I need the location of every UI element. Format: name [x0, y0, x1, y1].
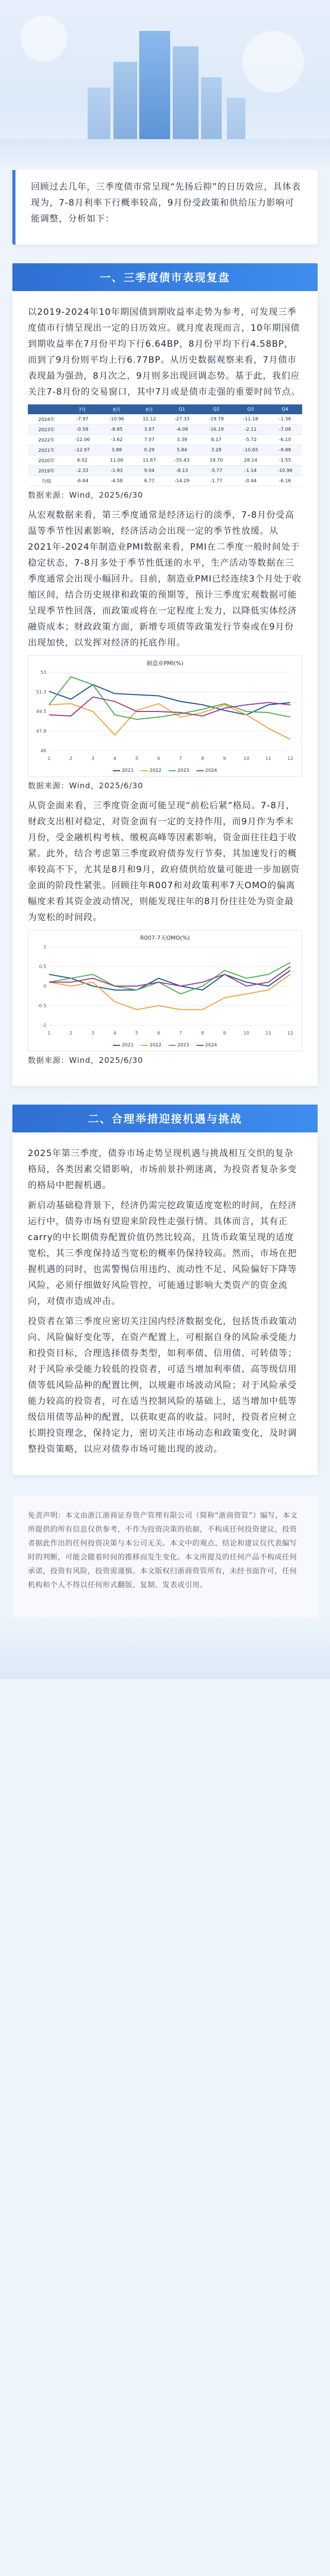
disclaimer-box — [12, 1496, 318, 1617]
section-title-strategy: 二、合理举措迎接机遇与挑战 — [12, 1105, 318, 1132]
y-tick-label: -0.5 — [37, 1004, 46, 1009]
table-cell: 2023年 — [28, 425, 65, 435]
y-tick-label: 47.8 — [36, 729, 46, 734]
table-header-cell: Q1 — [165, 404, 200, 414]
x-tick-label: 2 — [69, 756, 73, 761]
legend-swatch — [141, 1045, 148, 1046]
y-tick-label: 0.5 — [39, 964, 46, 970]
table-row — [28, 425, 302, 435]
x-tick-label: 8 — [201, 1031, 204, 1036]
table-cell: -0.58 — [65, 425, 100, 435]
r007-chart-plot — [28, 942, 295, 1040]
table-cell: 8.17 — [199, 435, 234, 445]
x-tick-label: 3 — [91, 1031, 94, 1036]
x-tick-label: 2 — [69, 1031, 73, 1036]
table-cell: -3.62 — [100, 435, 134, 445]
chart-legend — [28, 1042, 302, 1051]
data-source-note: 数据来源：Wind，2025/6/30 — [28, 1056, 143, 1065]
y-tick-label: 49.5 — [36, 709, 46, 715]
table-row — [28, 445, 302, 455]
series-line-2024 — [49, 697, 290, 716]
section1-paragraph: 以2019-2024年10年期国债到期收益率走势为参考，可发现三季度债市行情呈现出一定的日历效应。就月度表现而言，10年期国债到期收益率在7月份平均下行6.64BP，8月份平均下行4.58BP，而到了9月份则平均上行6.77BP。从历史数据观察来看，7月债市表现最为强劲，8月次之，9月则多出现回调态势。基于此，我们应关注7-8月份的交易窗口，其中7月或是债市走强的重要时间节点。 — [28, 307, 301, 397]
legend-item — [113, 1043, 134, 1048]
legend-item — [196, 1043, 217, 1048]
table-cell: 5.84 — [165, 445, 200, 455]
x-tick-label: 3 — [91, 756, 94, 761]
y-tick-label: 1 — [43, 945, 46, 950]
table-cell: -1.14 — [234, 466, 268, 476]
table-cell: -27.33 — [165, 414, 200, 425]
legend-label: 2024 — [205, 768, 217, 773]
table-header-cell: 7月 — [65, 404, 100, 414]
table-cell: -11.18 — [234, 414, 268, 425]
table-cell: -10.65 — [234, 445, 268, 455]
x-tick-label: 4 — [113, 1031, 117, 1036]
x-tick-label: 11 — [265, 756, 272, 761]
table-cell: 2021年 — [28, 445, 65, 455]
table-cell: 19.70 — [199, 455, 234, 466]
y-tick-label: 51.3 — [36, 690, 46, 695]
table-cell: -8.13 — [165, 466, 200, 476]
table-cell: -1.38 — [268, 414, 302, 425]
legend-label: 2024 — [205, 1043, 217, 1048]
intro-card — [12, 166, 318, 245]
table-cell: -1.93 — [100, 466, 134, 476]
x-tick-label: 6 — [157, 756, 160, 761]
table-header-cell: 8月 — [100, 404, 134, 414]
building-illustration — [139, 31, 170, 149]
table-row — [28, 455, 302, 466]
data-source-note: 数据来源：Wind，2025/6/30 — [28, 490, 143, 500]
table-cell: -10.96 — [268, 466, 302, 476]
table-cell: -12.97 — [65, 445, 100, 455]
table-cell: 均值 — [28, 476, 65, 486]
table-row — [28, 435, 302, 445]
series-line-2022 — [49, 704, 290, 739]
legend-item — [169, 768, 189, 773]
section2-paragraph: 2025年第三季度，债券市场走势呈现机遇与挑战相互交织的复杂格局，各类因素交错影响，市场前景扑朔迷离，为投资者复杂多变的格局中把握机遇。 — [28, 1148, 297, 1191]
table-cell: 2024年 — [28, 414, 65, 425]
table-cell: -0.44 — [234, 476, 268, 486]
chart-title: R007-7天OMO(%) — [140, 935, 190, 941]
table-cell: -5.72 — [234, 435, 268, 445]
legend-swatch — [169, 770, 176, 771]
legend-swatch — [113, 770, 120, 771]
table-cell: 28.14 — [234, 455, 268, 466]
x-tick-label: 12 — [287, 1031, 293, 1036]
x-tick-label: 8 — [201, 756, 204, 761]
x-tick-label: 4 — [113, 756, 117, 761]
r007-chart — [28, 930, 302, 1052]
section-strategy-body — [12, 1132, 318, 1475]
data-source-note: 数据来源：Wind，2025/6/30 — [28, 781, 143, 790]
table-cell: 3.28 — [199, 445, 234, 455]
section2-paragraph: 新启动基础稳背景下，经济仍需完挖政策适度宽松的时间，在经济运行中，债券市场有望迎来阶段性走强行情。具体而言，其有正carry的中长期债券配置价值仍然比较高，且货币政策呈现的适度宽松，其三季度保持适当宽松的概率仍保持较高。然而，市场在把握机遇的同时，也需警惕信用违约、流动性不足、风险偏好下降等风险，必须仔细做好风险管控，可能通过影响大类资产的资金流向，对债市造成冲击。 — [28, 1200, 297, 1307]
table-cell: 6.77 — [134, 476, 165, 486]
legend-item — [141, 768, 161, 773]
table-cell: -1.77 — [199, 476, 234, 486]
table-cell: 2020年 — [28, 455, 65, 466]
legend-swatch — [141, 770, 148, 771]
building-illustration — [201, 77, 222, 149]
table-cell: -8.85 — [100, 425, 134, 435]
table-cell: -19.79 — [199, 414, 234, 425]
legend-label: 2022 — [150, 1043, 161, 1048]
x-tick-label: 1 — [47, 756, 51, 761]
disclaimer-text: 免责声明：本文由浙江浙商证券资产管理有限公司（简称“浙商资管”）编写，本文所提供的所有信息仅供参考，不作为投资决策的依据，不构成任何投资建议，投资者据此作出的任何投资决策与本公司无关。本文中的观点、结论和建议仅代表编写时的判断，可能会随着时间的推移而发生变化。本文所提及的任何产品不构成任何承诺，投资有风险，投资需谨慎。本文版权归浙商资管所有，未经书面许可，任何机构和个人不得以任何形式翻版、复制、发表或引用。 — [28, 1512, 298, 1589]
pmi-chart — [28, 655, 302, 777]
legend-item — [113, 768, 134, 773]
legend-swatch — [169, 1045, 176, 1046]
section1-paragraph: 从资金面来看，三季度资金面可能呈现“前松后紧”格局。7-8月，财政支出相对稳定，对资金面有一定的支持作用，而9月作为季末月份，受金融机构考核、缴税高峰等因素影响，资金面往往趋于收紧。此外，结合考虑第三季度政府债券发行节奏，其加速发行的概率较高不下，尤其是8月和9月，政府债供给放量可能进一步加剧资金面的阶段性紧张。回顾往年R007和对政策利率7天OMO的偏离幅度来看其资金波动情况，则能发现往年的8月份往往处为资金最为宽松的时间段。 — [28, 801, 300, 923]
table-cell: 3.87 — [134, 425, 165, 435]
table-cell: -4.58 — [100, 476, 134, 486]
decor-circle — [21, 15, 67, 62]
x-tick-label: 11 — [265, 1031, 272, 1036]
x-tick-label: 12 — [287, 756, 293, 761]
table-cell: 3.39 — [165, 435, 200, 445]
x-tick-label: 5 — [135, 1031, 139, 1036]
table-cell: 2019年 — [28, 466, 65, 476]
table-header-cell — [28, 404, 65, 414]
table-cell: -6.10 — [268, 435, 302, 445]
series-line-2021 — [49, 971, 290, 990]
intro-text: 回顾过去几年，三季度债市常呈现“先扬后抑”的日历效应，具体表现为，7-8月利率下行概率较高，9月份受政策和供给压力影响可能调整，分析如下： — [31, 182, 301, 224]
table-cell: -7.08 — [268, 425, 302, 435]
hero-banner — [0, 0, 330, 170]
table-cell: 0.29 — [134, 445, 165, 455]
table-header-cell: Q2 — [199, 404, 234, 414]
x-tick-label: 10 — [243, 756, 250, 761]
legend-item — [141, 1043, 161, 1048]
legend-swatch — [113, 1045, 120, 1046]
table-row — [28, 414, 302, 425]
table-cell: -12.06 — [65, 435, 100, 445]
table-header-cell: 9月 — [134, 404, 165, 414]
pmi-chart-plot — [28, 667, 295, 765]
table-row — [28, 476, 302, 486]
table-cell: 9.04 — [134, 466, 165, 476]
table-cell: 7.07 — [134, 435, 165, 445]
table-cell: 2022年 — [28, 435, 65, 445]
x-tick-label: 7 — [179, 1031, 183, 1036]
legend-item — [196, 768, 217, 773]
y-tick-label: -1 — [42, 1023, 46, 1028]
legend-label: 2022 — [150, 768, 161, 773]
yield-change-table — [28, 404, 302, 486]
building-illustration — [113, 62, 137, 149]
series-line-2023 — [49, 962, 290, 994]
table-cell: -14.29 — [165, 476, 200, 486]
section1-paragraph: 从宏观数据来看，第三季度通常是经济运行的淡季，7-8月份受高温等季节性因素影响，经济活动会出现一定的季节性放缓。从2021年-2024年制造业PMI数据来看，PMI在二季度一般时间处于稳定状态，7-8月多处于季节性低迷的水平，生产活动等数据在三季度通常会出现小幅回升。目前，制造业PMI已经连续3个月处于收缩区间，结合历史规律和政策的预期等，预计三季度宏观数据可能呈现季节性回落，而政策或将在一定程度上发力，以降低实体经济融资成本；财政政策方面，新增专项债等政策发行节奏或在9月份出现加快，以发挥对经济的托底作用。 — [28, 510, 302, 648]
table-cell: 11.00 — [100, 455, 134, 466]
table-cell: 6.02 — [65, 455, 100, 466]
y-tick-label: 53 — [40, 670, 46, 675]
legend-label: 2023 — [177, 768, 189, 773]
table-cell: -6.64 — [65, 476, 100, 486]
table-cell: -2.11 — [234, 425, 268, 435]
decor-circle — [242, 31, 304, 93]
table-header-cell: Q3 — [234, 404, 268, 414]
hero-floor — [0, 139, 330, 170]
section-review-body — [12, 291, 318, 1086]
x-tick-label: 1 — [47, 1031, 51, 1036]
footer-decoration — [0, 1617, 330, 1679]
table-cell: 11.12 — [134, 414, 165, 425]
legend-label: 2021 — [122, 768, 134, 773]
table-header-cell: Q4 — [268, 404, 302, 414]
table-cell: 11.67 — [134, 455, 165, 466]
table-cell: -4.09 — [165, 425, 200, 435]
legend-label: 2023 — [177, 1043, 189, 1048]
table-row — [28, 466, 302, 476]
legend-item — [169, 1043, 189, 1048]
table-cell: -1.55 — [268, 455, 302, 466]
x-tick-label: 9 — [223, 756, 226, 761]
table-cell: -2.33 — [65, 466, 100, 476]
table-cell: 3.88 — [100, 445, 134, 455]
section2-paragraph: 投资者在第三季度应密切关注国内经济数据变化，包括货币政策动向、风险偏好变化等，在资产配置上，可根据自身的风险承受能力和投资目标，合理选择债券类型，如利率债、信用债、可转债等；对于风险承受能力较低的投资者，可适当增加利率债、高等级信用债等低风险品种的配置比例，以规避市场波动风险；对于风险承受能力较高的投资者，可在适当控制风险的基础上，适当增加中低等级信用债等品种的配置，以获取更高的收益。同时，投资者应树立长期投资理念，保持定力，密切关注市场动态和政策变化，及时调整投资策略，以应对债券市场可能出现的波动。 — [28, 1316, 297, 1454]
table-cell: -7.97 — [65, 414, 100, 425]
table-cell: -6.16 — [268, 476, 302, 486]
x-tick-label: 9 — [223, 1031, 226, 1036]
table-cell: -16.19 — [199, 425, 234, 435]
x-tick-label: 10 — [243, 1031, 250, 1036]
table-cell: -55.43 — [165, 455, 200, 466]
y-tick-label: 46 — [40, 749, 46, 754]
chart-title: 制造业PMI(%) — [146, 660, 184, 667]
table-cell: -10.96 — [100, 414, 134, 425]
x-tick-label: 5 — [135, 756, 139, 761]
building-illustration — [173, 46, 199, 149]
legend-label: 2021 — [122, 1043, 134, 1048]
section-title-review: 一、三季度债市表现复盘 — [12, 263, 318, 291]
table-cell: -9.88 — [268, 445, 302, 455]
legend-swatch — [196, 770, 204, 771]
y-tick-label: 0 — [43, 984, 46, 989]
chart-legend — [28, 767, 302, 776]
table-cell: -5.77 — [199, 466, 234, 476]
series-line-2023 — [49, 677, 290, 720]
x-tick-label: 6 — [157, 1031, 160, 1036]
x-tick-label: 7 — [179, 756, 183, 761]
legend-swatch — [196, 1045, 204, 1046]
